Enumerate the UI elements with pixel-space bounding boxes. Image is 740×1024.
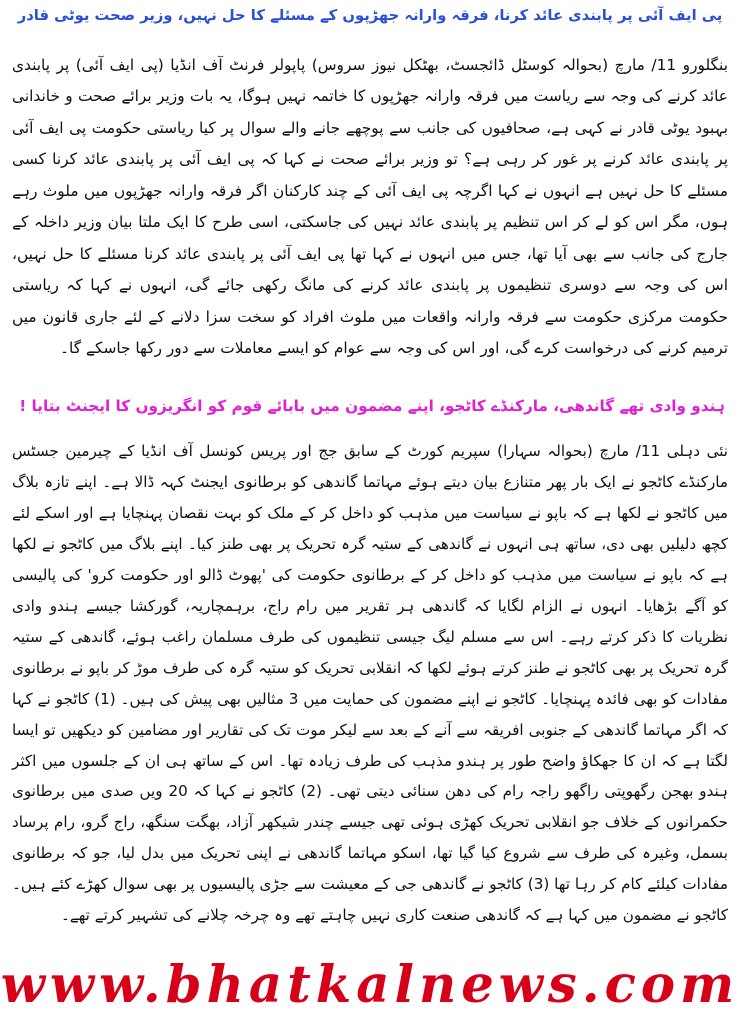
site-logo: www.bhatkalnews.com	[0, 955, 740, 1015]
article-body: بنگلورو 11/ مارچ (بحوالہ کوسٹل ڈائجسٹ، بھٹکل نیوز سروس) پاپولر فرنٹ آف انڈیا (پی ایف آئی) پر پابندی عائد کرنے کی وجہ سے ریاست میں فرقہ وارانہ جھڑپوں کا خاتمہ نہیں ہوگا، یہ بات وزیر برائے صحت و خاندانی بہبود یوٹی قادر نے کہی ہے، صحافیوں کی جانب سے پوچھے جانے والے سوال پر کیا ریاستی حکومت پی ایف آئی پر پابندی عائد کرنے پر غور کر رہی ہے؟ تو وزیر برائے صحت نے کہا کہ پی ایف آئی پر پابندی عائد کرنا کسی مسئلے کا حل نہیں ہے انہوں نے کہا اگرچہ پی ایف آئی کے چند کارکنان اگر فرقہ وارانہ جھڑپوں میں ملوث رہے ہوں، مگر اس کو لے کر اس تنظیم پر پابندی عائد نہیں کی جاسکتی، اسی طرح کا ایک ملتا بیان وزیر داخلہ کے جارج کی جانب سے بھی آیا تھا، جس میں انہوں نے کہا تھا پی ایف آئی پر پابندی عائد کرنا مسئلے کا حل نہیں، اس کی وجہ سے دوسری تنظیموں پر پابندی عائد کرنے کی مانگ رکھی جائے گی، انہوں نے کہا کہ ریاستی حکومت مرکزی حکومت سے فرقہ وارانہ واقعات میں ملوث افراد کو سخت سزا دلانے کے لئے جاری قانون میں ترمیم کرنے کی درخواست کرے گی، اور اس کی وجہ سے عوام کو ایسے معاملات سے دور رکھا جاسکے گا۔	[12, 56, 728, 358]
second-article-body: نئی دہلی 11/ مارچ (بحوالہ سہارا) سپریم کورٹ کے سابق جج اور پریس کونسل آف انڈیا کے چیرمین جسٹس مارکنڈے کاٹجو نے ایک بار پھر متنازع بیان دیتے ہوئے مہاتما گاندھی کو برطانوی ایجنٹ کہہ ڈالا ہے۔ اپنے تازہ بلاگ میں کاٹجو نے لکھا ہے کہ باپو نے سیاست میں مذہب کو داخل کر کے ملک کو بہت نقصان پہنچایا ہے اور اسکے لئے کچھ دلیلیں بھی دی، ساتھ ہی انہوں نے گاندھی کے ستیہ گرہ تحریک پر بھی طنز کیا۔ اپنے بلاگ میں کاٹجو نے لکھا ہے کہ باپو نے سیاست میں مذہب کو داخل کر کے برطانوی حکومت کی 'پھوٹ ڈالو اور حکومت کرو' کی پالیسی کو آگے بڑھایا۔ انہوں نے الزام لگایا کہ گاندھی ہر تقریر میں رام راج، برہمچاریہ، گورکشا جیسے ہندو وادی نظریات کا ذکر کرتے رہے۔ اس سے مسلم لیگ جیسی تنظیموں کی طرف مسلمان راغب ہوئے، گاندھی کے ستیہ گرہ تحریک پر بھی کاٹجو نے طنز کرتے ہوئے لکھا کہ انقلابی تحریک کو ستیہ گرہ کی طرف موڑ کر باپو نے برطانوی مفادات کو بھی فائدہ پہنچایا۔ کاٹجو نے اپنے مضمون کی حمایت میں 3 مثالیں بھی پیش کی ہیں۔ (1) کاٹجو نے کہا کہ اگر مہاتما گاندھی کے جنوبی افریقہ سے آنے کے بعد سے لیکر موت تک کی تقاریر اور مضامین کو دیکھیں تو ایسا لگتا ہے کہ ان کا جھکاؤ واضح طور پر ہندو مذہب کی طرف زیادہ تھا۔ اس کے ساتھ ہی ان کے جلسوں میں اکثر ہندو بھجن رگھوپتی راگھو راجہ رام کی دھن سنائی دیتی تھی۔ (2) کاٹجو نے کہا کہ 20 ویں صدی میں برطانوی حکمرانوں کے خلاف جو انقلابی تحریک کھڑی ہوئی تھی جیسے چندر شیکھر آزاد، بھگت سنگھ، راج گرو، رام پرساد بسمل، وغیرہ کی طرف سے شروع کیا گیا تھا، اسکو مہاتما گاندھی نے اپنی تحریک میں بدل لیا، جو کہ برطانوی مفادات کیلئے کام کر رہا تھا (3) کاٹجو نے گاندھی جی کے معیشت سے جڑی پالیسیوں پر بھی سوال کھڑے کئے ہیں۔ کاٹجو نے مضمون میں کہا ہے کہ گاندھی صنعت کاری نہیں چاہتے تھے وہ چرخہ چلانے کی تشہیر کرتے تھے۔	[12, 442, 729, 925]
second-article-headline: ہندو وادی تھے گاندھی، مارکنڈے کاٹجو، اپنے مضمون میں بابائے قوم کو انگریزوں کا ایجنٹ بتایا !	[19, 397, 725, 415]
article-headline: پی ایف آئی پر پابندی عائد کرنا، فرقہ وارانہ جھڑپوں کے مسئلے کا حل نہیں، وزیر صحت یوٹی قادر	[17, 7, 723, 24]
